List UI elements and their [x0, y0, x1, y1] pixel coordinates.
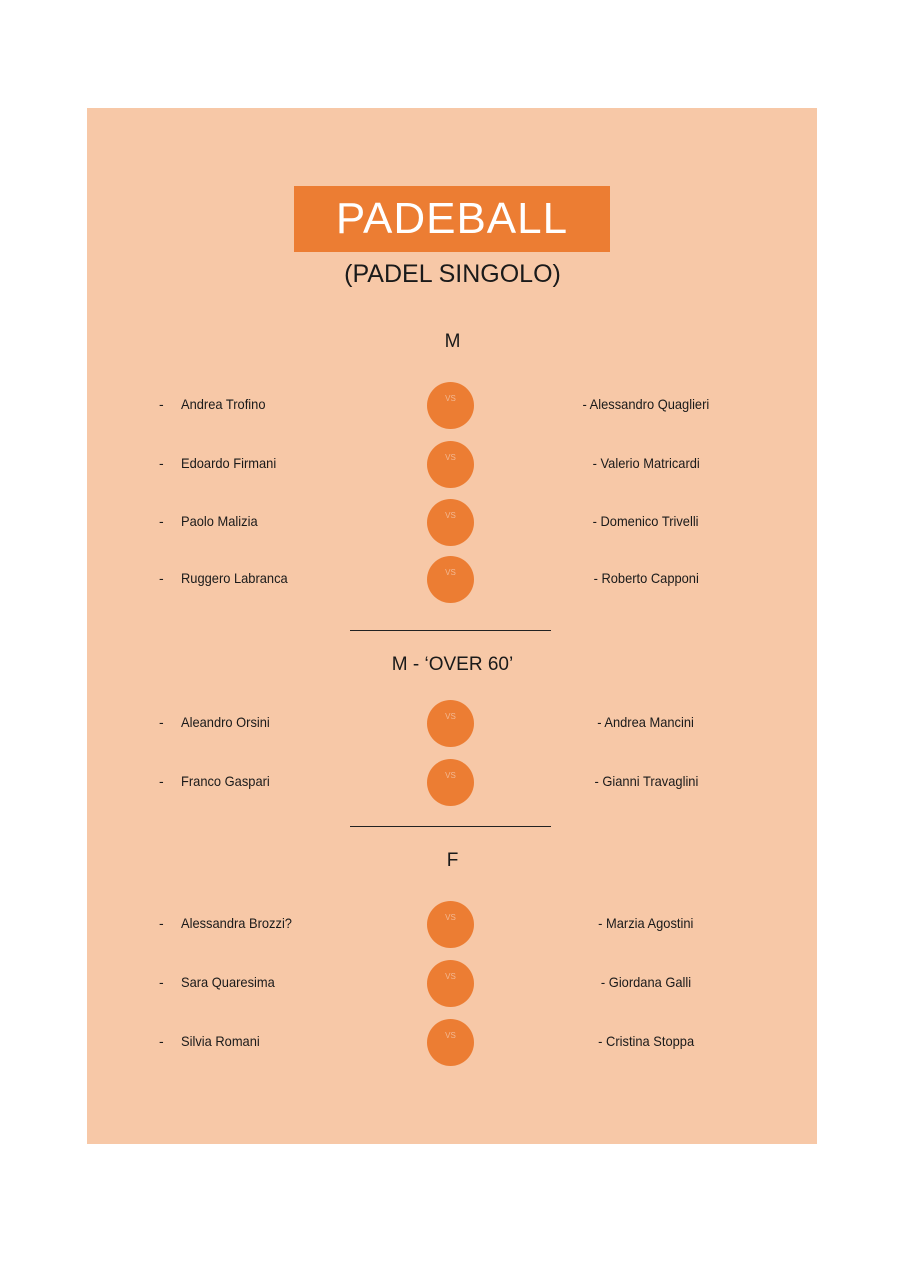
bullet-dash: - — [159, 974, 164, 990]
player-right: Marzia Agostini — [606, 915, 694, 931]
vs-badge: VS — [427, 382, 474, 429]
player-left: Sara Quaresima — [181, 974, 275, 990]
bullet-dash: - — [582, 396, 587, 412]
player-right: Giordana Galli — [608, 974, 692, 990]
player-left: Andrea Trofino — [181, 396, 266, 412]
player-left: Aleandro Orsini — [181, 714, 270, 730]
player-left: Paolo Malizia — [181, 513, 258, 529]
section-title-m: M — [444, 331, 461, 352]
bullet-dash: - — [593, 513, 598, 529]
match-row — [0, 901, 905, 947]
player-left: Franco Gaspari — [181, 773, 270, 789]
player-right: Valerio Matricardi — [600, 455, 700, 471]
bullet-dash: - — [159, 396, 164, 412]
player-left: Alessandra Brozzi? — [181, 915, 292, 931]
section-divider — [350, 630, 551, 631]
player-right: Alessandro Quaglieri — [589, 396, 710, 412]
bullet-dash: - — [600, 974, 606, 990]
bullet-dash: - — [598, 1033, 603, 1049]
bullet-dash: - — [159, 570, 164, 586]
player-left: Ruggero Labranca — [181, 570, 288, 586]
bullet-dash: - — [159, 773, 164, 789]
match-row — [0, 441, 905, 487]
event-title: PADEBALL — [294, 186, 610, 252]
vs-badge: VS — [427, 556, 474, 603]
vs-badge: VS — [427, 901, 474, 948]
bullet-dash: - — [592, 455, 597, 471]
bullet-dash: - — [597, 714, 602, 730]
section-divider — [350, 826, 551, 827]
player-right: Gianni Travaglini — [601, 773, 698, 789]
player-left: Edoardo Firmani — [181, 455, 277, 471]
player-right: Andrea Mancini — [604, 714, 695, 730]
vs-badge: VS — [427, 759, 474, 806]
bullet-dash: - — [159, 915, 164, 931]
player-right: Cristina Stoppa — [605, 1033, 694, 1049]
vs-badge: VS — [427, 700, 474, 747]
player-right: Domenico Trivelli — [600, 513, 699, 529]
bullet-dash: - — [598, 915, 603, 931]
vs-badge: VS — [427, 960, 474, 1007]
vs-badge: VS — [427, 441, 474, 488]
event-subtitle: (PADEL SINGOLO) — [344, 260, 561, 288]
section-title-over60: M - ‘OVER 60’ — [391, 654, 514, 675]
match-row — [0, 556, 905, 602]
bullet-dash: - — [159, 455, 164, 471]
match-row — [0, 1019, 905, 1065]
bullet-dash: - — [159, 1033, 164, 1049]
match-row — [0, 960, 905, 1006]
match-row — [0, 759, 905, 805]
match-row — [0, 382, 905, 428]
player-right: Roberto Capponi — [601, 570, 699, 586]
vs-badge: VS — [427, 499, 474, 546]
section-title-f: F — [446, 850, 459, 871]
player-left: Silvia Romani — [181, 1033, 260, 1049]
bullet-dash: - — [593, 570, 598, 586]
bullet-dash: - — [594, 773, 599, 789]
bullet-dash: - — [159, 714, 164, 730]
match-row — [0, 499, 905, 545]
match-row — [0, 700, 905, 746]
vs-badge: VS — [427, 1019, 474, 1066]
bullet-dash: - — [159, 513, 164, 529]
